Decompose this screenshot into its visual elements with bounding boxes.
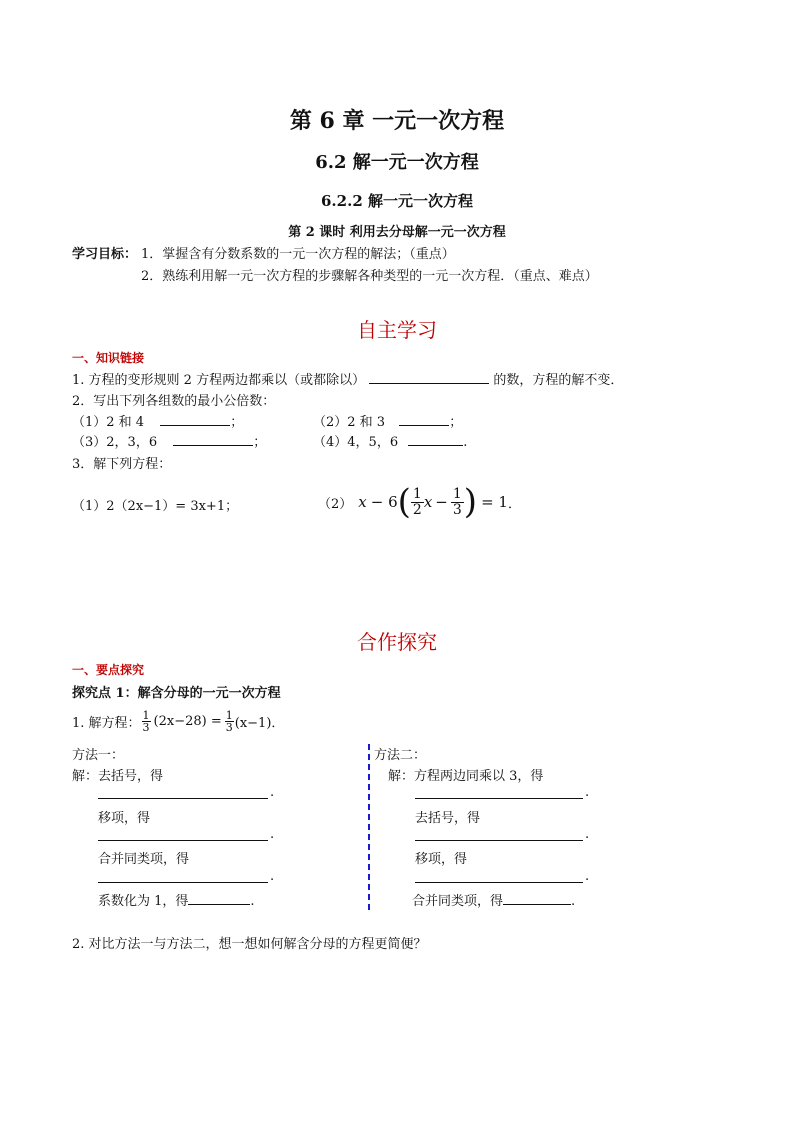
denominator: 3 bbox=[142, 720, 150, 734]
answer-line[interactable] bbox=[98, 840, 268, 841]
method-1-step-3: 合并同类项，得 bbox=[98, 852, 190, 867]
method-1-step-4 bbox=[98, 890, 255, 909]
question-2-item-2 bbox=[313, 411, 462, 430]
numerator: 1 bbox=[452, 485, 462, 502]
answer-line[interactable] bbox=[98, 798, 268, 799]
subheading-knowledge-link: 一、知识链接 bbox=[72, 351, 145, 365]
punctuation: . bbox=[270, 785, 275, 800]
question-2: 2．写出下列各组数的最小公倍数： bbox=[72, 394, 276, 409]
column-divider bbox=[368, 744, 370, 910]
question-2-item-1 bbox=[72, 411, 243, 430]
numerator: 1 bbox=[225, 708, 233, 722]
equation-middle: (2x−28) = bbox=[153, 713, 222, 729]
section-heading-self-study: 自主学习 bbox=[357, 318, 437, 342]
punctuation: ； bbox=[230, 415, 244, 430]
step-label: 合并同类项，得 bbox=[412, 894, 504, 909]
subheading-key-points: 一、要点探究 bbox=[72, 663, 145, 677]
punctuation: . bbox=[585, 785, 590, 800]
method-2-step-1: 解：方程两边同乘以 3，得 bbox=[388, 769, 544, 784]
answer-line[interactable] bbox=[415, 840, 583, 841]
equation-end: (x−1)． bbox=[234, 715, 285, 731]
question-prefix: 1. 解方程： bbox=[72, 715, 141, 731]
method-2-step-2: 去括号，得 bbox=[415, 811, 481, 826]
goals-label: 学习目标： bbox=[72, 247, 138, 262]
numerator: 1 bbox=[142, 708, 150, 722]
question-1-prefix: 1. 方程的变形规则 2 方程两边都乘以（或都除以） bbox=[72, 373, 366, 388]
method-1-title: 方法一： bbox=[72, 748, 125, 763]
question-3: 3．解下列方程： bbox=[72, 457, 172, 472]
answer-line[interactable] bbox=[415, 798, 583, 799]
item-label: （3）2，3，6 bbox=[72, 435, 158, 450]
coop-question-2: 2. 对比方法一与方法二，想一想如何解含分母的方程更简便？ bbox=[72, 937, 427, 952]
answer-blank[interactable] bbox=[399, 413, 449, 426]
answer-blank[interactable] bbox=[188, 892, 250, 905]
question-1 bbox=[72, 369, 623, 388]
punctuation: ． bbox=[507, 496, 521, 512]
question-2-item-4 bbox=[313, 431, 467, 450]
answer-blank[interactable] bbox=[369, 371, 489, 384]
answer-blank[interactable] bbox=[160, 413, 230, 426]
answer-line[interactable] bbox=[415, 882, 583, 883]
goal-item-1: 1．掌握含有分数系数的一元一次方程的解法；（重点） bbox=[141, 247, 455, 262]
method-1-step-2: 移项，得 bbox=[98, 811, 151, 826]
item-label: （1）2 和 4 bbox=[72, 415, 145, 430]
punctuation: . bbox=[270, 827, 275, 842]
method-2-step-3: 移项，得 bbox=[415, 852, 468, 867]
method-1-step-1: 解：去括号，得 bbox=[72, 769, 164, 784]
answer-blank[interactable] bbox=[408, 433, 463, 446]
method-2-step-4 bbox=[412, 890, 575, 909]
equation-3-1: （1）2（2x−1）= 3x+1； bbox=[72, 499, 239, 514]
punctuation: ； bbox=[449, 415, 463, 430]
math-result: = 1 bbox=[481, 493, 508, 511]
exploration-point-1: 探究点 1：解含分母的一元一次方程 bbox=[72, 686, 281, 701]
fraction bbox=[411, 487, 424, 517]
fraction bbox=[451, 487, 464, 517]
punctuation: . bbox=[270, 869, 275, 884]
answer-blank[interactable] bbox=[173, 433, 253, 446]
left-paren: ( bbox=[397, 482, 411, 522]
denominator: 3 bbox=[452, 501, 462, 518]
item-label: （4）4，5，6 bbox=[313, 435, 399, 450]
denominator: 3 bbox=[225, 720, 233, 734]
item-label: （2）2 和 3 bbox=[313, 415, 386, 430]
equation-3-2 bbox=[318, 480, 521, 524]
punctuation: . bbox=[463, 435, 468, 450]
right-paren: ) bbox=[463, 482, 478, 522]
punctuation: . bbox=[250, 894, 255, 909]
denominator: 2 bbox=[412, 501, 422, 518]
math-variable: x bbox=[358, 493, 367, 511]
math-operator: − 6 bbox=[370, 493, 398, 511]
punctuation: . bbox=[585, 827, 590, 842]
punctuation: . bbox=[585, 869, 590, 884]
fraction bbox=[225, 710, 234, 733]
section-heading-cooperation: 合作探究 bbox=[357, 630, 437, 654]
subsection-title: 6.2.2 解一元一次方程 bbox=[321, 192, 473, 210]
question-2-item-3 bbox=[72, 431, 266, 450]
step-label: 系数化为 1，得 bbox=[98, 894, 189, 909]
question-1-suffix: 的数，方程的解不变． bbox=[493, 373, 624, 388]
section-title: 6.2 解一元一次方程 bbox=[315, 152, 479, 173]
answer-blank[interactable] bbox=[503, 892, 571, 905]
math-variable: x bbox=[423, 493, 433, 511]
punctuation: ； bbox=[253, 435, 267, 450]
item-label: （2） bbox=[318, 496, 353, 512]
method-2-title: 方法二： bbox=[374, 748, 427, 763]
numerator: 1 bbox=[412, 485, 422, 502]
goal-item-2: 2．熟练利用解一元一次方程的步骤解各种类型的一元一次方程．（重点、难点） bbox=[141, 269, 598, 284]
fraction bbox=[142, 710, 151, 733]
lesson-title: 第 2 课时 利用去分母解一元一次方程 bbox=[288, 225, 506, 240]
math-operator: − bbox=[435, 493, 448, 511]
punctuation: . bbox=[571, 894, 576, 909]
answer-line[interactable] bbox=[98, 882, 268, 883]
chapter-title: 第 6 章 一元一次方程 bbox=[289, 108, 505, 134]
coop-question-1 bbox=[72, 706, 284, 736]
